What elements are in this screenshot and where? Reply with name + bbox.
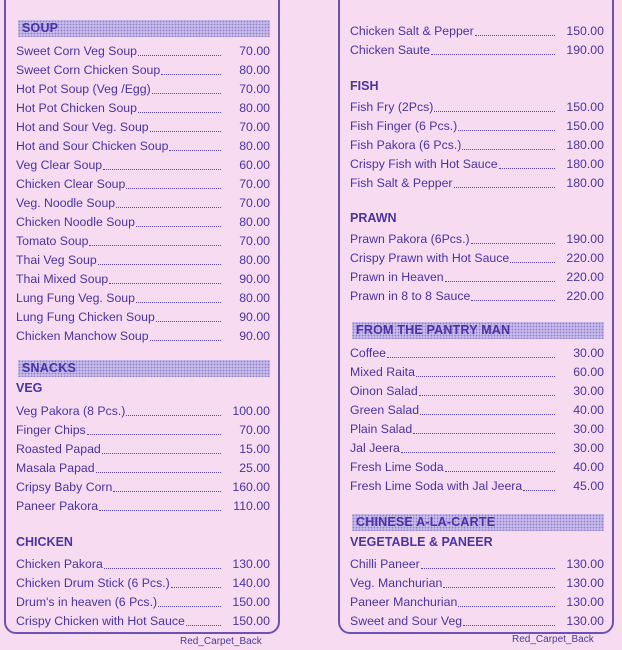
dot-leader <box>126 188 221 189</box>
menu-item <box>350 418 604 437</box>
right-menu-panel <box>338 0 614 634</box>
menu-item <box>350 361 604 380</box>
menu-item <box>16 610 270 629</box>
menu-item-price: 130.00 <box>232 557 270 571</box>
menu-item-name: Hot and Sour Veg. Soup <box>16 120 149 134</box>
menu-item <box>16 211 270 230</box>
menu-item-price: 30.00 <box>573 441 604 455</box>
menu-item <box>16 306 270 325</box>
menu-item-price: 15.00 <box>239 442 270 456</box>
prawn-subtitle: PRAWN <box>350 211 397 225</box>
menu-item-price: 160.00 <box>232 480 270 494</box>
menu-item-name: Chicken Salt & Pepper <box>350 24 474 38</box>
right-footer-label: Red_Carpet_Back <box>512 634 594 645</box>
menu-item-price: 30.00 <box>573 422 604 436</box>
dot-leader <box>458 606 555 607</box>
menu-item-price: 30.00 <box>573 346 604 360</box>
dot-leader <box>510 262 555 263</box>
menu-item-name: Prawn in Heaven <box>350 270 444 284</box>
menu-item-price: 40.00 <box>573 403 604 417</box>
menu-item-name: Chicken Clear Soup <box>16 177 126 191</box>
dot-leader <box>103 169 221 170</box>
menu-item <box>16 495 270 514</box>
menu-item <box>16 116 270 135</box>
menu-item-price: 150.00 <box>566 100 604 114</box>
menu-item <box>16 591 270 610</box>
dot-leader <box>454 187 555 188</box>
menu-item-name: Lung Fung Veg. Soup <box>16 291 135 305</box>
dot-leader <box>413 433 555 434</box>
dot-leader <box>475 35 555 36</box>
dot-leader <box>462 149 555 150</box>
dot-leader <box>419 395 555 396</box>
menu-item <box>350 456 604 475</box>
menu-item-name: Finger Chips <box>16 423 86 437</box>
dot-leader <box>158 606 221 607</box>
fish-subtitle: FISH <box>350 79 379 93</box>
dot-leader <box>471 243 555 244</box>
menu-item-name: Chilli Paneer <box>350 557 420 571</box>
menu-item <box>350 115 604 134</box>
menu-item-name: Roasted Papad <box>16 442 101 456</box>
menu-item-price: 30.00 <box>573 384 604 398</box>
menu-item-price: 190.00 <box>566 232 604 246</box>
menu-item-name: Thai Veg Soup <box>16 253 97 267</box>
dot-leader <box>136 226 221 227</box>
menu-item-price: 130.00 <box>566 576 604 590</box>
menu-item-name: Fish Fry (2Pcs) <box>350 100 434 114</box>
menu-item-name: Thai Mixed Soup <box>16 272 109 286</box>
menu-item <box>16 40 270 59</box>
dot-leader <box>152 93 221 94</box>
dot-leader <box>523 490 555 491</box>
menu-item <box>16 476 270 495</box>
dot-leader <box>113 491 221 492</box>
menu-item-name: Plain Salad <box>350 422 413 436</box>
menu-item <box>16 173 270 192</box>
menu-item <box>350 172 604 191</box>
dot-leader <box>171 587 221 588</box>
snacks-header: SNACKS <box>18 360 270 377</box>
menu-item-name: Oinon Salad <box>350 384 418 398</box>
dot-leader <box>387 357 555 358</box>
menu-item <box>16 438 270 457</box>
menu-item <box>350 437 604 456</box>
menu-item <box>350 591 604 610</box>
menu-item-price: 70.00 <box>239 82 270 96</box>
menu-item-name: Tomato Soup <box>16 234 89 248</box>
dot-leader <box>87 434 221 435</box>
dot-leader <box>420 414 555 415</box>
menu-item-name: Veg. Noodle Soup <box>16 196 116 210</box>
menu-item <box>16 135 270 154</box>
dot-leader <box>186 625 221 626</box>
dot-leader <box>156 321 221 322</box>
menu-item-name: Fresh Lime Soda <box>350 460 444 474</box>
menu-item-name: Chicken Drum Stick (6 Pcs.) <box>16 576 170 590</box>
menu-item-name: Chicken Saute <box>350 43 430 57</box>
menu-item-price: 100.00 <box>232 404 270 418</box>
menu-item-price: 70.00 <box>239 120 270 134</box>
menu-item-name: Masala Papad <box>16 461 95 475</box>
menu-item-price: 130.00 <box>566 614 604 628</box>
menu-item-name: Coffee <box>350 346 387 360</box>
dot-leader <box>136 302 221 303</box>
menu-item-name: Drum's in heaven (6 Pcs.) <box>16 595 158 609</box>
menu-item-price: 150.00 <box>566 119 604 133</box>
menu-item-price: 80.00 <box>239 253 270 267</box>
menu-item-price: 25.00 <box>239 461 270 475</box>
menu-item-price: 90.00 <box>239 272 270 286</box>
menu-item-price: 70.00 <box>239 44 270 58</box>
menu-item-price: 180.00 <box>566 157 604 171</box>
menu-item <box>350 247 604 266</box>
menu-item-name: Sweet Corn Chicken Soup <box>16 63 161 77</box>
menu-item <box>350 153 604 172</box>
menu-item <box>16 419 270 438</box>
menu-item <box>16 572 270 591</box>
dot-leader <box>431 54 555 55</box>
menu-item-price: 45.00 <box>573 479 604 493</box>
menu-item-price: 80.00 <box>239 139 270 153</box>
menu-item-name: Veg Pakora (8 Pcs.) <box>16 404 126 418</box>
dot-leader <box>99 510 221 511</box>
dot-leader <box>499 168 555 169</box>
menu-item-name: Chicken Pakora <box>16 557 103 571</box>
menu-item-price: 150.00 <box>232 614 270 628</box>
menu-item <box>350 610 604 629</box>
menu-item <box>16 553 270 572</box>
left-footer-label: Red_Carpet_Back <box>180 636 262 647</box>
menu-item-name: Hot Pot Chicken Soup <box>16 101 137 115</box>
menu-item-name: Mixed Raita <box>350 365 415 379</box>
menu-item-price: 130.00 <box>566 557 604 571</box>
menu-item <box>350 228 604 247</box>
menu-item <box>16 230 270 249</box>
menu-item <box>350 39 604 58</box>
veg-paneer-subtitle: VEGETABLE & PANEER <box>350 535 493 549</box>
dot-leader <box>150 131 221 132</box>
dot-leader <box>161 74 221 75</box>
dot-leader <box>434 111 555 112</box>
dot-leader <box>463 625 555 626</box>
menu-item-name: Sweet Corn Veg Soup <box>16 44 137 58</box>
menu-item <box>350 285 604 304</box>
dot-leader <box>150 340 221 341</box>
menu-item-name: Prawn Pakora (6Pcs.) <box>350 232 470 246</box>
dot-leader <box>138 55 221 56</box>
menu-item-price: 190.00 <box>566 43 604 57</box>
dot-leader <box>443 587 555 588</box>
dot-leader <box>421 568 555 569</box>
menu-item-name: Fish Finger (6 Pcs.) <box>350 119 458 133</box>
menu-item <box>350 266 604 285</box>
menu-item <box>350 96 604 115</box>
menu-item <box>16 325 270 344</box>
dot-leader <box>169 150 221 151</box>
menu-item-name: Crispy Chicken with Hot Sauce <box>16 614 185 628</box>
menu-item-price: 60.00 <box>239 158 270 172</box>
menu-item <box>16 78 270 97</box>
menu-item <box>16 287 270 306</box>
menu-item <box>16 268 270 287</box>
menu-item-price: 220.00 <box>566 289 604 303</box>
menu-item-price: 110.00 <box>233 499 270 513</box>
pantry-header: FROM THE PANTRY MAN <box>352 322 604 339</box>
menu-item-price: 80.00 <box>239 101 270 115</box>
dot-leader <box>126 415 221 416</box>
dot-leader <box>471 300 555 301</box>
dot-leader <box>401 452 555 453</box>
menu-item <box>16 457 270 476</box>
menu-item-price: 140.00 <box>232 576 270 590</box>
menu-item-name: Fish Pakora (6 Pcs.) <box>350 138 462 152</box>
menu-item-name: Sweet and Sour Veg <box>350 614 463 628</box>
menu-item-name: Jal Jeera <box>350 441 400 455</box>
dot-leader <box>102 453 221 454</box>
menu-item <box>16 249 270 268</box>
menu-item <box>16 400 270 419</box>
menu-item <box>16 192 270 211</box>
menu-item <box>350 134 604 153</box>
soup-header: SOUP <box>18 20 270 37</box>
veg-subtitle: VEG <box>16 381 43 395</box>
left-menu-panel <box>4 0 280 634</box>
dot-leader <box>96 472 221 473</box>
menu-item-price: 90.00 <box>239 310 270 324</box>
dot-leader <box>116 207 221 208</box>
dot-leader <box>445 281 555 282</box>
dot-leader <box>416 376 555 377</box>
dot-leader <box>109 283 221 284</box>
chicken-subtitle: CHICKEN <box>16 535 73 549</box>
menu-item <box>350 572 604 591</box>
dot-leader <box>104 568 221 569</box>
menu-item-name: Paneer Pakora <box>16 499 99 513</box>
menu-item <box>350 553 604 572</box>
menu-item-price: 180.00 <box>566 176 604 190</box>
menu-item <box>350 380 604 399</box>
menu-item-price: 180.00 <box>566 138 604 152</box>
menu-item-price: 60.00 <box>573 365 604 379</box>
dot-leader <box>138 112 221 113</box>
menu-item-price: 70.00 <box>239 196 270 210</box>
menu-item <box>350 399 604 418</box>
menu-item <box>16 154 270 173</box>
chinese-header: CHINESE A-LA-CARTE <box>352 514 604 531</box>
dot-leader <box>458 130 555 131</box>
menu-item-name: Green Salad <box>350 403 420 417</box>
menu-item-name: Cripsy Baby Corn <box>16 480 113 494</box>
menu-item-price: 80.00 <box>239 291 270 305</box>
menu-item <box>350 20 604 39</box>
menu-item <box>350 475 604 494</box>
menu-item-price: 80.00 <box>239 63 270 77</box>
menu-item-name: Crispy Fish with Hot Sauce <box>350 157 498 171</box>
menu-item-price: 40.00 <box>573 460 604 474</box>
menu-item-name: Prawn in 8 to 8 Sauce <box>350 289 471 303</box>
menu-item-price: 90.00 <box>239 329 270 343</box>
menu-item-name: Chicken Noodle Soup <box>16 215 135 229</box>
menu-item-name: Fish Salt & Pepper <box>350 176 453 190</box>
menu-item-name: Crispy Prawn with Hot Sauce <box>350 251 510 265</box>
menu-item-price: 70.00 <box>239 234 270 248</box>
menu-item-price: 150.00 <box>232 595 270 609</box>
menu-item-price: 220.00 <box>566 251 604 265</box>
dot-leader <box>98 264 221 265</box>
menu-item-price: 220.00 <box>566 270 604 284</box>
menu-item-name: Veg. Manchurian <box>350 576 443 590</box>
menu-item-name: Veg Clear Soup <box>16 158 103 172</box>
menu-item-price: 80.00 <box>239 215 270 229</box>
menu-item-price: 150.00 <box>566 24 604 38</box>
dot-leader <box>445 471 555 472</box>
menu-item-name: Lung Fung Chicken Soup <box>16 310 155 324</box>
menu-item <box>16 59 270 78</box>
menu-item-name: Fresh Lime Soda with Jal Jeera <box>350 479 523 493</box>
menu-item-price: 70.00 <box>239 423 270 437</box>
menu-item-name: Paneer Manchurian <box>350 595 458 609</box>
menu-item-name: Hot and Sour Chicken Soup <box>16 139 169 153</box>
dot-leader <box>89 245 221 246</box>
menu-item <box>350 342 604 361</box>
menu-item-name: Chicken Manchow Soup <box>16 329 149 343</box>
menu-item <box>16 97 270 116</box>
menu-item-price: 130.00 <box>566 595 604 609</box>
menu-item-price: 70.00 <box>239 177 270 191</box>
menu-item-name: Hot Pot Soup (Veg /Egg) <box>16 82 151 96</box>
